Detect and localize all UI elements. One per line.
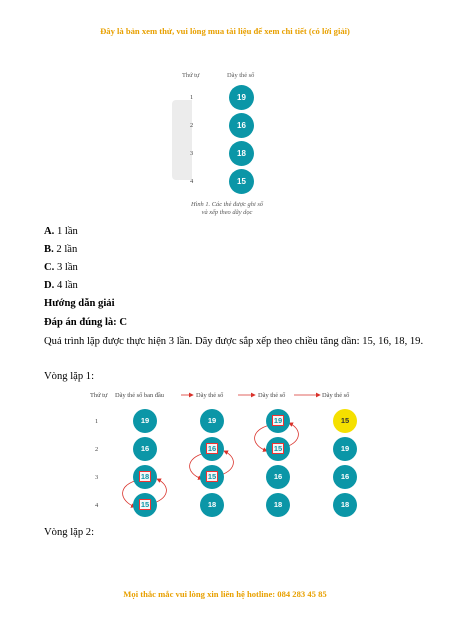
fig2-card: 19 <box>133 409 157 433</box>
fig2-row-index: 4 <box>95 502 99 509</box>
loop1-label: Vòng lặp 1: <box>44 371 95 382</box>
fig2-card: 18 <box>266 493 290 517</box>
fig2-row-index: 1 <box>95 418 99 425</box>
fig2-card: 16 <box>133 437 157 461</box>
fig2-arrows <box>88 385 368 520</box>
fig1-header-index: Thứ tự <box>182 72 200 79</box>
fig1-row-index: 2 <box>190 122 194 129</box>
fig1-card: 18 <box>229 141 254 166</box>
option-a: A. 1 lần <box>44 226 78 237</box>
fig1-card: 15 <box>229 169 254 194</box>
fig1-card: 16 <box>229 113 254 138</box>
fig2-card: 19 <box>200 409 224 433</box>
figure-1 <box>172 70 282 230</box>
fig1-row-index: 3 <box>190 150 194 157</box>
fig2-header-initial: Dãy thẻ số ban đầu <box>115 392 164 399</box>
fig2-card: 16 <box>266 465 290 489</box>
option-b: B. 2 lần <box>44 244 78 255</box>
fig2-header-index: Thứ tự <box>90 392 108 399</box>
fig2-card-swapped: 15 <box>200 465 224 489</box>
fig2-card-swapped: 15 <box>266 437 290 461</box>
fig2-header-step: Dãy thẻ số <box>258 392 286 399</box>
fig1-caption-line1: Hình 1. Các thẻ được ghi số <box>190 201 264 208</box>
fig1-row-index: 1 <box>190 94 194 101</box>
fig1-caption-line2: và xếp theo dãy dọc <box>201 209 253 216</box>
fig2-row-index: 2 <box>95 446 99 453</box>
loop2-label: Vòng lặp 2: <box>44 527 95 538</box>
explanation: Quá trình lặp được thực hiện 3 lần. Dãy được sắp xếp theo chiều tăng dần: 15, 16, 18, 19. <box>44 336 424 347</box>
hotline-banner: Mọi thắc mắc vui lòng xin liên hệ hotline: 084 283 45 85 <box>123 589 327 599</box>
fig1-card: 19 <box>229 85 254 110</box>
fig1-header-values: Dãy thẻ số <box>227 72 255 79</box>
fig2-header-step: Dãy thẻ số <box>322 392 350 399</box>
figure-2 <box>88 385 368 520</box>
option-c: C. 3 lần <box>44 262 78 273</box>
fig1-caption <box>177 201 277 217</box>
fig2-card-sorted: 15 <box>333 409 357 433</box>
option-d: D. 4 lần <box>44 280 78 291</box>
fig2-header-step: Dãy thẻ số <box>196 392 224 399</box>
preview-banner: Đây là bản xem thử, vui lòng mua tài liệu để xem chi tiết (có lời giải) <box>100 26 350 36</box>
fig2-card-swapped: 18 <box>133 465 157 489</box>
fig2-card: 19 <box>333 437 357 461</box>
guide-title: Hướng dẫn giải <box>44 298 115 309</box>
fig2-row-index: 3 <box>95 474 99 481</box>
fig2-card-swapped: 16 <box>200 437 224 461</box>
watermark-logo <box>172 100 192 180</box>
fig2-card: 18 <box>200 493 224 517</box>
fig1-row-index: 4 <box>190 178 194 185</box>
fig2-card: 16 <box>333 465 357 489</box>
fig2-card-swapped: 19 <box>266 409 290 433</box>
fig2-card-swapped: 15 <box>133 493 157 517</box>
fig2-card: 18 <box>333 493 357 517</box>
answer-line: Đáp án đúng là: C <box>44 317 128 328</box>
